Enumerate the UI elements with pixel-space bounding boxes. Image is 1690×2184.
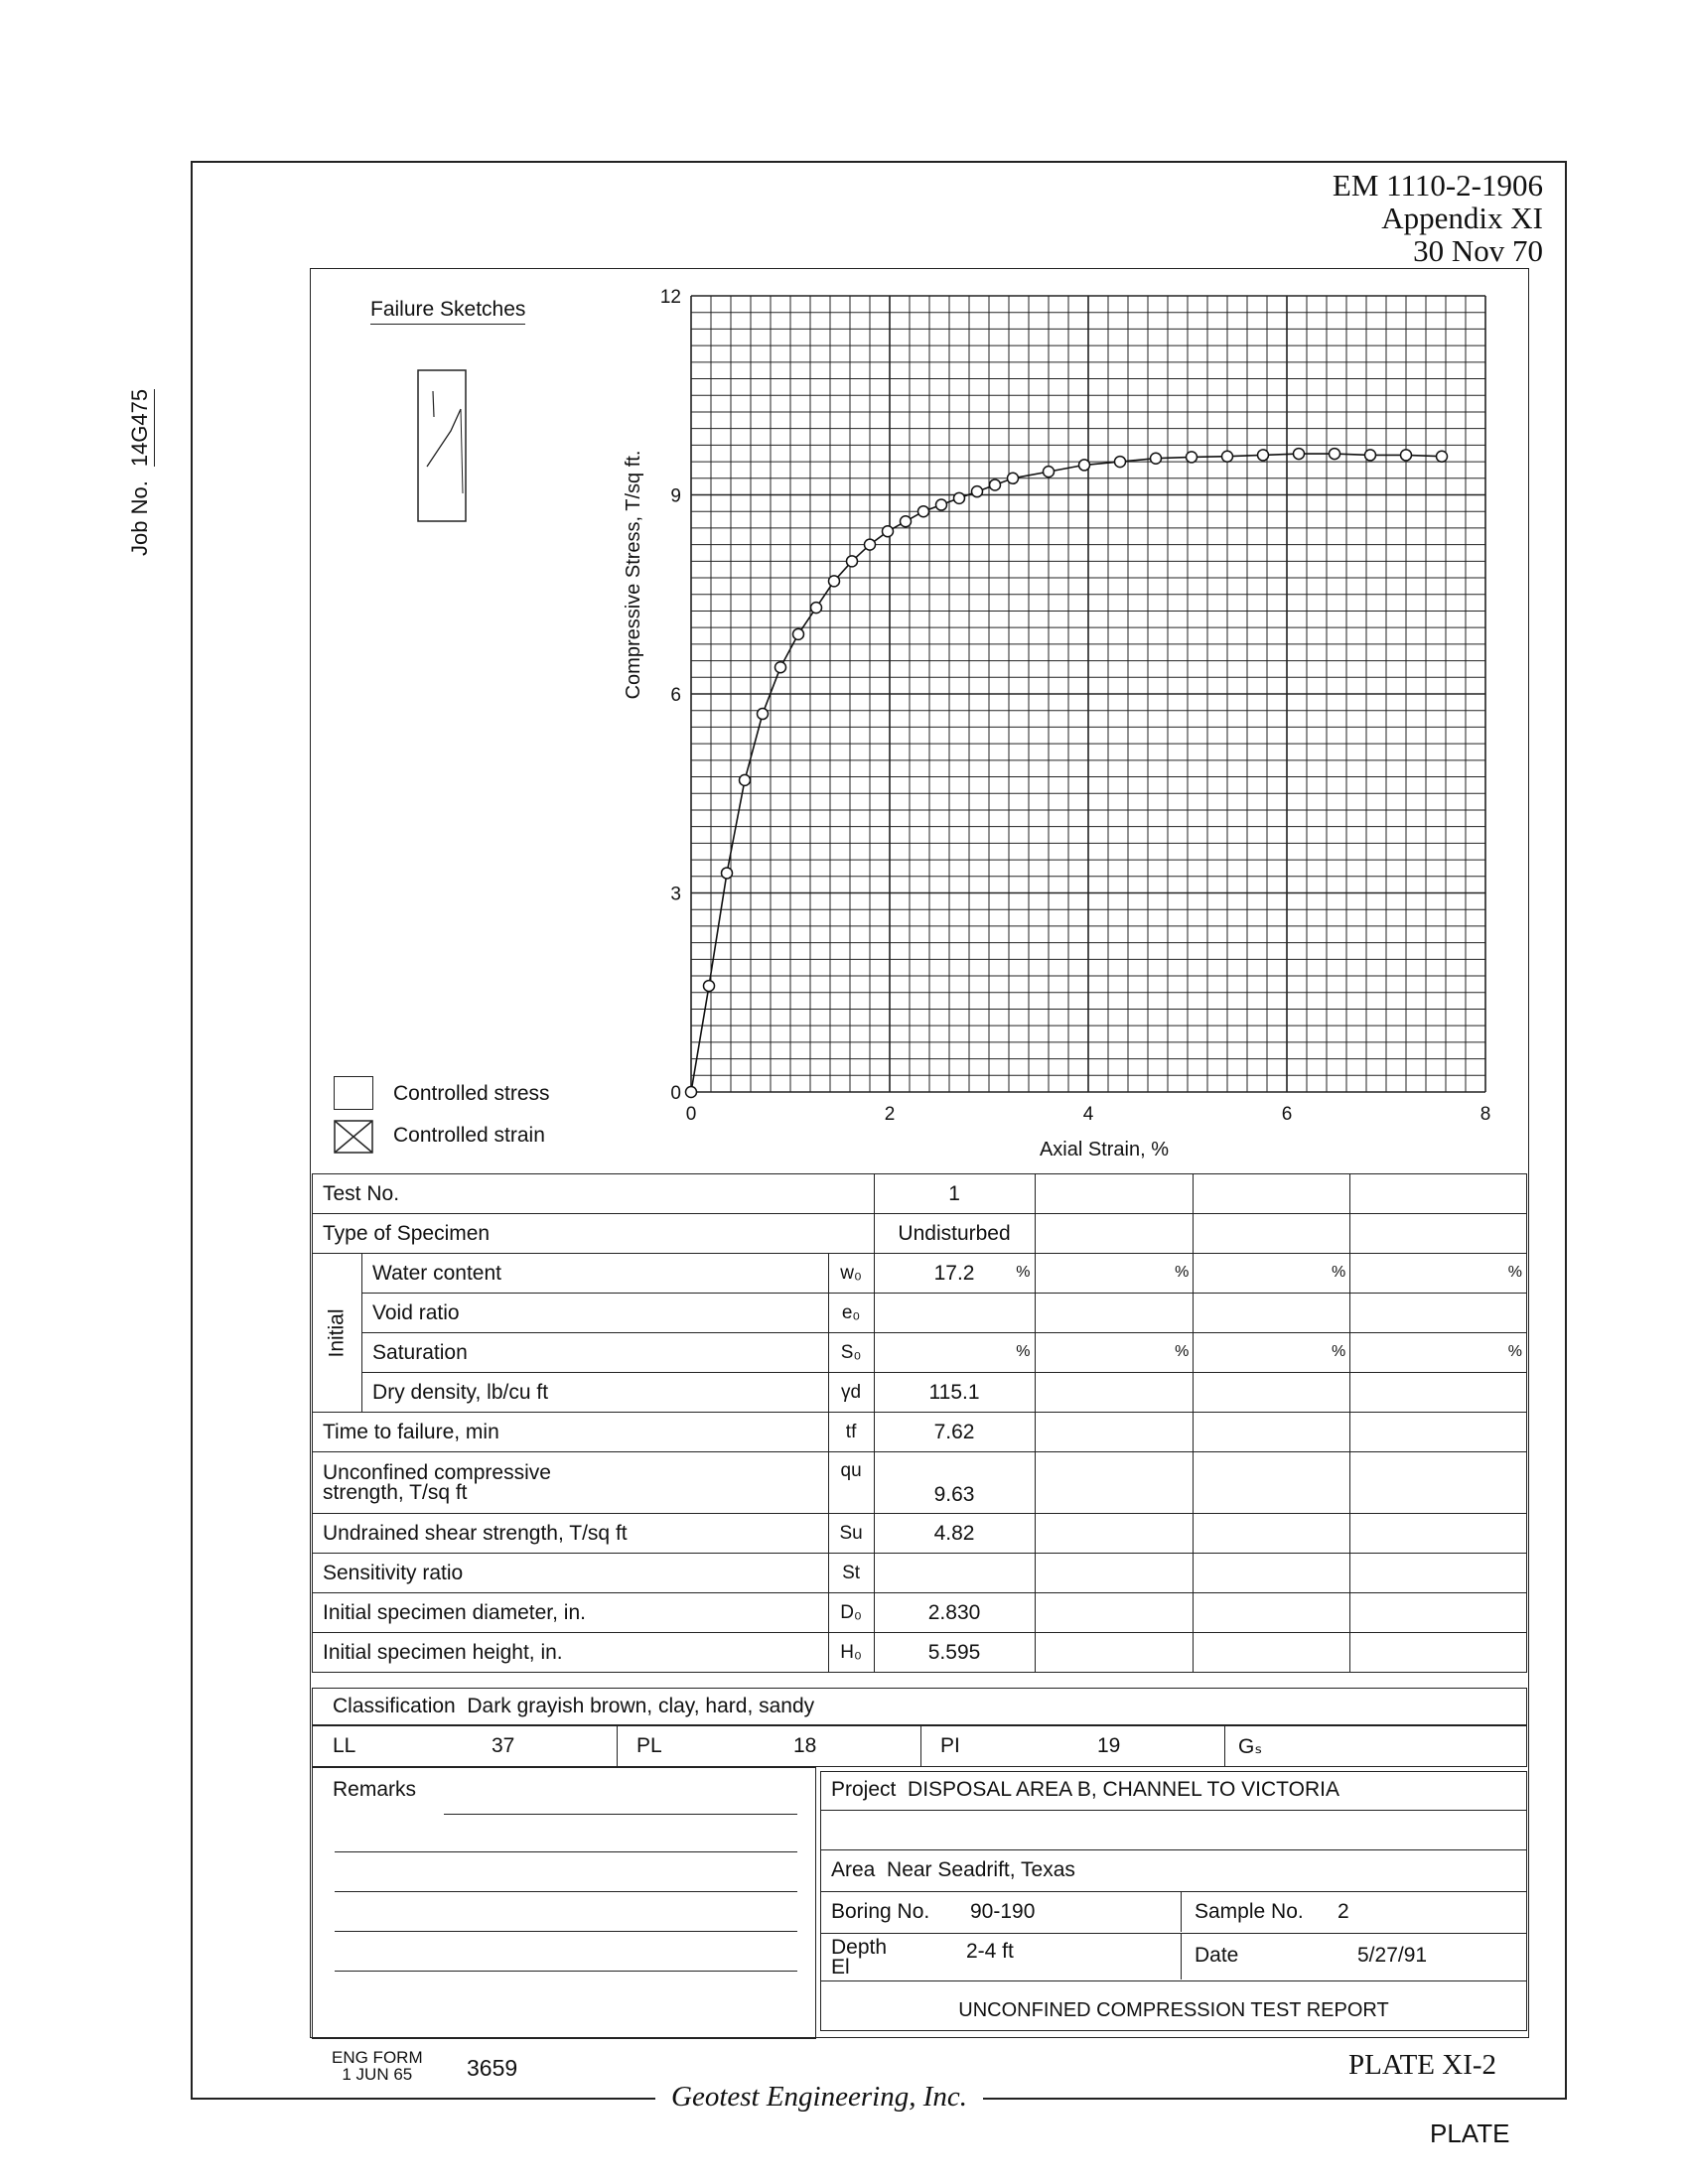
plate-number: PLATE XI-2	[1348, 2049, 1497, 2081]
table-row	[313, 1373, 1527, 1413]
data-point	[1079, 460, 1090, 471]
data-point	[918, 506, 929, 517]
el-label: El	[831, 1956, 850, 1979]
pi-label: PI	[940, 1734, 960, 1757]
data-point	[1044, 467, 1055, 478]
table-row	[313, 1413, 1527, 1452]
row-symbol: S₀	[828, 1333, 874, 1373]
row-value: 115.1	[874, 1373, 1035, 1413]
data-point	[1187, 452, 1197, 463]
x-tick-label: 4	[1082, 1104, 1094, 1125]
percent-sign: %	[1175, 1343, 1190, 1360]
row-label: Water content	[362, 1254, 829, 1294]
row-label: Void ratio	[362, 1294, 829, 1333]
test-no-value: 1	[874, 1174, 1035, 1214]
percent-sign: %	[1331, 1264, 1346, 1281]
type-label: Type of Specimen	[313, 1214, 875, 1254]
test-no-label: Test No.	[313, 1174, 875, 1214]
water-content-value: 17.2	[933, 1261, 975, 1285]
job-number-label: Job No.	[127, 480, 152, 556]
controlled-stress-checkbox	[334, 1076, 373, 1110]
percent-sign: %	[1507, 1343, 1522, 1360]
project-row	[820, 1771, 1527, 1811]
row-label: Time to failure, min	[313, 1413, 829, 1452]
project-value: DISPOSAL AREA B, CHANNEL TO VICTORIA	[908, 1778, 1339, 1801]
depth-label: Depth	[831, 1936, 888, 1959]
job-number-value: 14G475	[127, 389, 155, 467]
depth-row	[820, 1934, 1527, 1981]
table-row	[313, 1554, 1527, 1593]
data-point	[1437, 451, 1448, 462]
type-value: Undisturbed	[874, 1214, 1035, 1254]
remarks-box	[312, 1767, 816, 2039]
data-point	[829, 576, 840, 587]
row-symbol: w₀	[828, 1254, 874, 1294]
data-point	[686, 1087, 697, 1098]
y-tick-label: 6	[670, 685, 681, 706]
area-row	[820, 1850, 1527, 1892]
data-point	[758, 709, 769, 720]
x-tick-label: 0	[685, 1104, 697, 1125]
classification-row	[312, 1688, 1527, 1725]
data-point	[1008, 473, 1019, 483]
form-number: 3659	[467, 2055, 518, 2081]
table-row	[313, 1514, 1527, 1554]
row-value	[874, 1333, 1035, 1373]
row-value: 4.82	[874, 1514, 1035, 1554]
table-row	[313, 1254, 1527, 1294]
document-header	[1333, 169, 1543, 267]
data-point	[740, 774, 751, 785]
data-point	[1294, 449, 1305, 460]
data-point	[1151, 453, 1162, 464]
data-point	[954, 492, 965, 503]
data-point	[1258, 450, 1269, 461]
ll-value: 37	[492, 1734, 515, 1757]
project-label: Project	[831, 1778, 897, 1801]
table-row	[313, 1452, 1527, 1514]
date-label: Date	[1195, 1944, 1239, 1967]
sample-value: 2	[1338, 1900, 1349, 1923]
controlled-strain-label: Controlled strain	[393, 1124, 545, 1147]
data-point	[1222, 451, 1233, 462]
row-value	[874, 1254, 1035, 1294]
boring-value: 90-190	[970, 1900, 1036, 1923]
area-value: Near Seadrift, Texas	[887, 1858, 1075, 1881]
eng-form	[332, 2049, 423, 2083]
row-label: Saturation	[362, 1333, 829, 1373]
area-label: Area	[831, 1858, 876, 1881]
data-point	[1365, 450, 1376, 461]
table-row	[313, 1593, 1527, 1633]
data-point	[901, 516, 912, 527]
row-symbol: qu	[828, 1452, 874, 1514]
gs-label: Gₛ	[1238, 1735, 1263, 1758]
data-point	[722, 868, 733, 879]
controlled-stress-label: Controlled stress	[393, 1082, 550, 1105]
x-tick-label: 8	[1479, 1104, 1491, 1125]
x-axis-label: Axial Strain, %	[1039, 1139, 1170, 1160]
data-point	[972, 486, 983, 497]
ucs-label-line2: strength, T/sq ft	[323, 1480, 468, 1504]
row-symbol: St	[828, 1554, 874, 1593]
failure-sketch-image	[417, 369, 469, 524]
row-value: 7.62	[874, 1413, 1035, 1452]
stress-strain-chart	[596, 278, 1529, 1176]
plate-label: PLATE	[1430, 2118, 1510, 2148]
controlled-strain-checkbox	[334, 1120, 373, 1154]
row-label	[313, 1452, 829, 1514]
ucs-label-line1: Unconfined compressive	[323, 1460, 551, 1484]
data-point	[704, 981, 715, 992]
row-symbol: D₀	[828, 1593, 874, 1633]
percent-sign: %	[1507, 1264, 1522, 1281]
row-label: Undrained shear strength, T/sq ft	[313, 1514, 829, 1554]
test-data-table	[312, 1173, 1527, 1673]
data-point	[847, 556, 858, 567]
row-symbol: tf	[828, 1413, 874, 1452]
ll-label: LL	[333, 1734, 356, 1757]
job-number	[127, 389, 153, 556]
data-point	[936, 499, 947, 510]
sample-label: Sample No.	[1195, 1900, 1304, 1923]
data-point	[865, 539, 876, 550]
depth-value: 2-4 ft	[966, 1940, 1014, 1963]
y-tick-label: 3	[670, 884, 681, 905]
limits-row	[312, 1725, 1527, 1767]
boring-row	[820, 1892, 1527, 1934]
table-row	[313, 1294, 1527, 1333]
classification-value: Dark grayish brown, clay, hard, sandy	[467, 1695, 815, 1717]
pl-label: PL	[636, 1734, 662, 1757]
y-tick-label: 12	[659, 287, 681, 308]
percent-sign: %	[1175, 1264, 1190, 1281]
x-tick-label: 2	[884, 1104, 896, 1125]
table-row	[313, 1333, 1527, 1373]
remarks-label: Remarks	[333, 1778, 417, 1801]
report-title: UNCONFINED COMPRESSION TEST REPORT	[820, 1981, 1527, 2031]
type-row	[313, 1214, 1527, 1254]
row-label: Dry density, lb/cu ft	[362, 1373, 829, 1413]
failure-sketches-title: Failure Sketches	[370, 298, 525, 325]
row-label: Initial specimen diameter, in.	[313, 1593, 829, 1633]
pl-value: 18	[793, 1734, 817, 1757]
data-point	[1115, 457, 1126, 468]
pi-value: 19	[1097, 1734, 1121, 1757]
stress-strain-curve	[691, 454, 1442, 1092]
percent-sign: %	[1331, 1343, 1346, 1360]
percent-sign: %	[1016, 1264, 1031, 1281]
row-value	[874, 1554, 1035, 1593]
percent-sign: %	[1016, 1343, 1031, 1360]
row-symbol: Su	[828, 1514, 874, 1554]
data-point	[883, 526, 894, 537]
row-value: 5.595	[874, 1633, 1035, 1673]
data-point	[775, 662, 786, 673]
header-em: EM 1110-2-1906	[1332, 168, 1543, 203]
header-appendix: Appendix XI	[1381, 201, 1543, 235]
boring-label: Boring No.	[831, 1900, 930, 1923]
data-point	[793, 628, 804, 639]
company-name: Geotest Engineering, Inc.	[655, 2081, 983, 2114]
classification-label: Classification	[333, 1695, 456, 1717]
date-value: 5/27/91	[1357, 1944, 1428, 1967]
header-date: 30 Nov 70	[1413, 233, 1543, 268]
eng-form-line2: 1 JUN 65	[342, 2065, 413, 2084]
row-label: Sensitivity ratio	[313, 1554, 829, 1593]
row-label: Initial specimen height, in.	[313, 1633, 829, 1673]
row-symbol: e₀	[828, 1294, 874, 1333]
row-symbol: H₀	[828, 1633, 874, 1673]
data-point	[1330, 449, 1340, 460]
row-value	[874, 1294, 1035, 1333]
table-row	[313, 1633, 1527, 1673]
row-value: 2.830	[874, 1593, 1035, 1633]
row-value: 9.63	[874, 1452, 1035, 1514]
depth-label-group	[831, 1938, 887, 1978]
y-tick-label: 9	[670, 485, 681, 507]
data-point	[1401, 450, 1412, 461]
project-blank-row	[820, 1811, 1527, 1850]
y-tick-label: 0	[670, 1083, 681, 1104]
initial-group	[313, 1254, 362, 1413]
initial-label: Initial	[325, 1307, 349, 1358]
y-axis-label: Compressive Stress, T/sq ft.	[623, 450, 644, 700]
data-point	[990, 479, 1001, 490]
eng-form-line1: ENG FORM	[332, 2048, 423, 2067]
project-block	[820, 1771, 1527, 2039]
x-tick-label: 6	[1281, 1104, 1293, 1125]
row-symbol: γd	[828, 1373, 874, 1413]
data-point	[811, 603, 822, 614]
test-no-row	[313, 1174, 1527, 1214]
